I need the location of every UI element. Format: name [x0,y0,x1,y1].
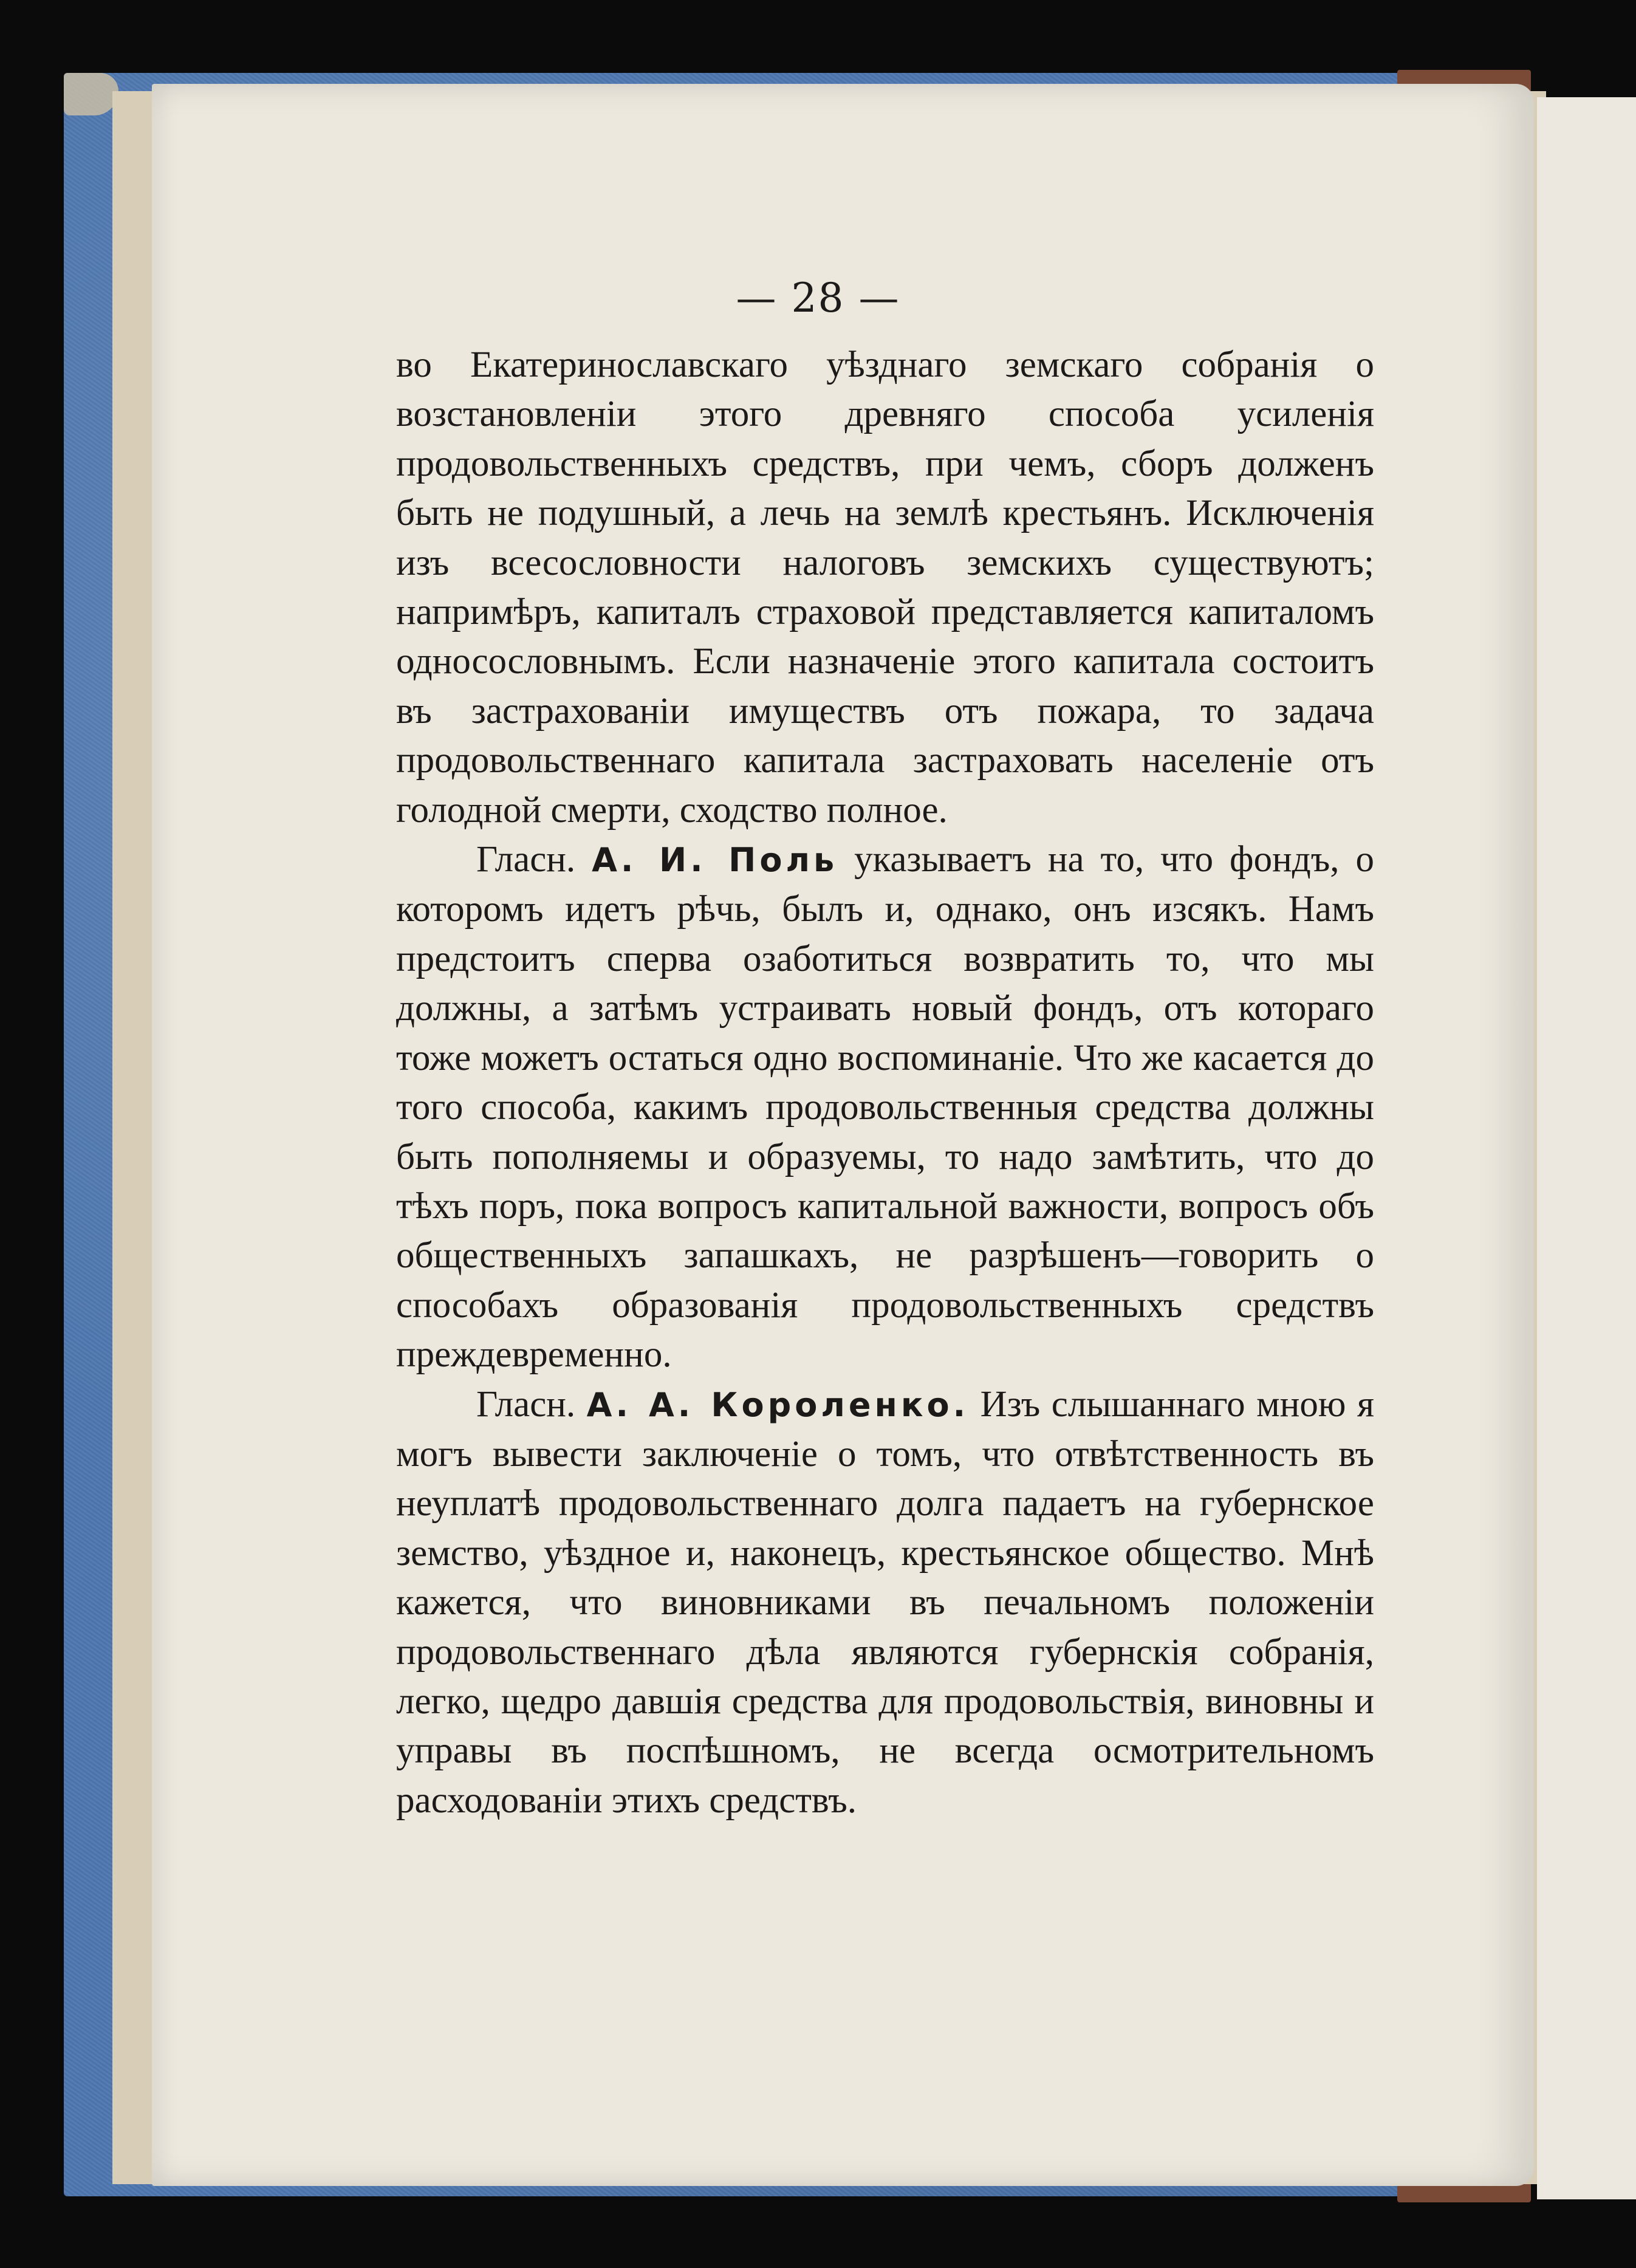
cover-worn-corner [64,73,118,115]
paragraph-3-text: Изъ слышаннаго мною я могъ вывести заключеніе о томъ, что отвѣтственность въ неуплатѣ продовольственнаго долга падаетъ на губернское земство, уѣздное и, наконецъ, крестьянское общество. Мнѣ кажется, что виновниками въ печальномъ положеніи продовольственнаго дѣла являются губернскія собранія, легко, щедро давшія средства для продовольствія, виновны и управы въ поспѣшномъ, не всегда осмотрительномъ расходованіи этихъ средствъ. [396,1383,1375,1821]
page-text [396,340,1374,1825]
speaker-name: А. А. Короленко. [586,1385,970,1424]
paragraph-2-text: указываетъ на то, что фондъ, о которомъ идетъ рѣчь, былъ и, однако, онъ изсякъ. Намъ предстоитъ сперва озаботиться возвратить то, что мы должны, а затѣмъ устраивать новый фондъ, отъ котораго тоже можетъ остаться одно воспоминаніе. Что же касается до того способа, какимъ продовольственныя средства должны быть пополняемы и образуемы, то надо замѣтить, что до тѣхъ поръ, пока вопросъ капитальной важности, вопросъ объ общественныхъ запашкахъ, не разрѣшенъ—говорить о способахъ образованія продовольственныхъ средствъ преждевременно. [396,839,1375,1376]
speaker-name: А. И. Поль [592,841,838,880]
speaker-prefix: Гласн. [476,839,576,880]
paragraph-2 [396,835,1374,1379]
paragraph-3 [396,1380,1374,1826]
next-page-edge [1537,97,1636,2199]
paragraph-1-text: во Екатеринославскаго уѣзднаго земскаго собранія о возстановленіи этого древняго способа усиленія продовольственныхъ средствъ, при чемъ, сборъ долженъ быть не подушный, а лечь на землѣ крестьянъ. Исключенія изъ всесословности налоговъ земскихъ существуютъ; напримѣръ, капиталъ страховой представляется капиталомъ односословнымъ. Если назначеніе этого капитала состоитъ въ застрахованіи имуществъ отъ пожара, то задача продовольственнаго капитала застраховать населеніе отъ голодной смерти, сходство полное. [396,344,1374,831]
paragraph-1 [396,340,1374,835]
speaker-prefix: Гласн. [476,1383,576,1425]
page-number: — 28 — [736,275,900,321]
